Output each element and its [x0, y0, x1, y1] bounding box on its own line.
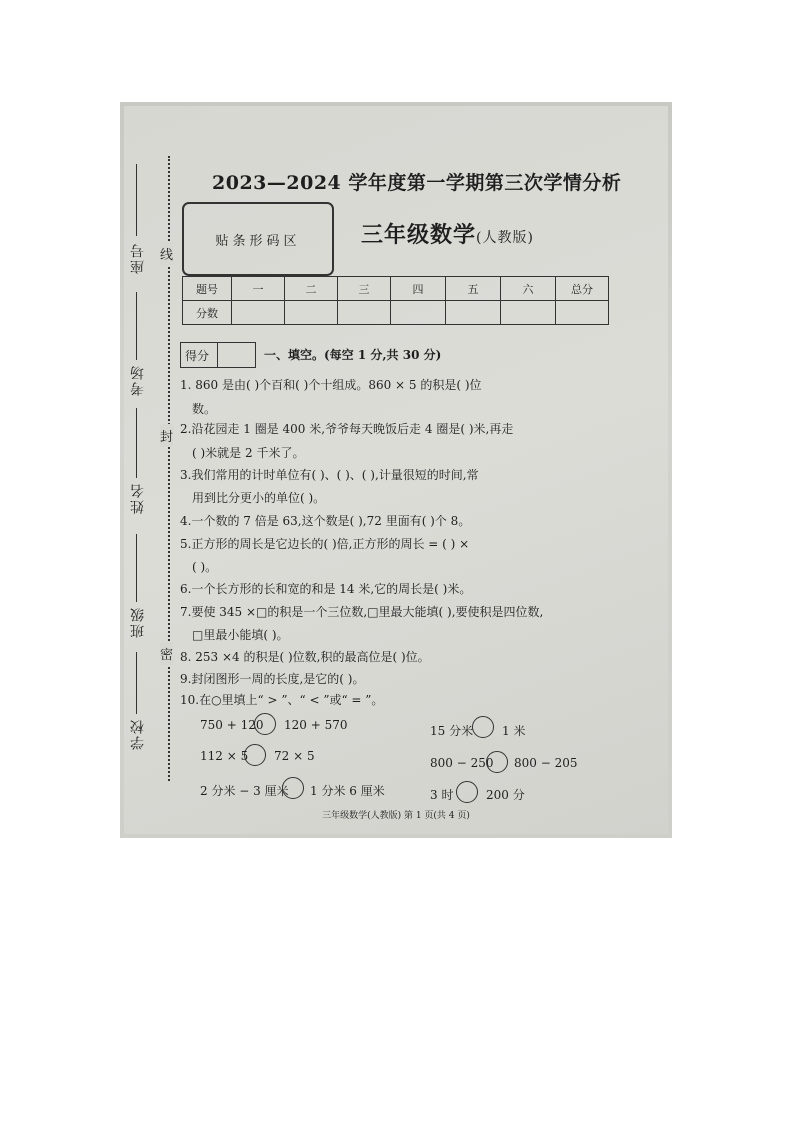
score-table-cell: 二	[285, 277, 338, 301]
question-line: ( )米就是 2 千米了。	[192, 446, 305, 460]
seal-char-line: 线	[160, 242, 173, 265]
barcode-area	[182, 202, 334, 276]
score-table-header-row	[183, 277, 609, 301]
comparison-left: 112 × 5	[200, 749, 249, 763]
exam-room-label: 考场	[130, 364, 146, 396]
question-line: 4.一个数的 7 倍是 63,这个数是( ),72 里面有( )个 8。	[180, 514, 471, 528]
question-line: □里最小能填( )。	[192, 628, 289, 642]
barcode-label: 贴条形码区	[215, 234, 301, 249]
comparison-circle[interactable]	[282, 777, 304, 799]
class-line	[136, 534, 137, 602]
comparison-left: 800 − 250	[430, 756, 494, 770]
exam-page	[124, 106, 668, 834]
comparison-left: 15 分米	[430, 724, 474, 738]
score-table-cell: 三	[338, 277, 391, 301]
score-cell-blank[interactable]	[285, 301, 338, 325]
score-cell-blank[interactable]	[391, 301, 446, 325]
score-cell-blank[interactable]	[446, 301, 501, 325]
seat-number-label: 座号	[130, 242, 146, 274]
comparison-right: 200 分	[486, 788, 525, 802]
school-line	[136, 652, 137, 714]
seal-char-secret: 密	[160, 642, 173, 665]
comparison-right: 120 + 570	[284, 718, 348, 732]
comparison-left: 2 分米 − 3 厘米	[200, 784, 289, 798]
seat-number-line	[136, 164, 137, 236]
score-cell-blank[interactable]	[501, 301, 556, 325]
edition-label: (人教版)	[476, 230, 534, 246]
question-line: 8. 253 ×4 的积是( )位数,积的最高位是( )位。	[180, 650, 430, 664]
comparison-right: 72 × 5	[274, 749, 315, 763]
school-label: 学校	[130, 718, 146, 750]
name-line	[136, 408, 137, 478]
question-line: 1. 860 是由( )个百和( )个十组成。860 × 5 的积是( )位	[180, 378, 482, 392]
comparison-right: 800 − 205	[514, 756, 578, 770]
score-table-cell: 六	[501, 277, 556, 301]
class-label: 班级	[130, 606, 146, 638]
score-table-cell: 分数	[183, 301, 232, 325]
section-score-label: 得分	[185, 349, 210, 363]
comparison-circle[interactable]	[254, 713, 276, 735]
comparison-right: 1 米	[502, 724, 526, 738]
score-table-cell: 一	[232, 277, 285, 301]
comparison-right: 1 分米 6 厘米	[310, 784, 385, 798]
subject-title	[361, 218, 534, 249]
section-score-box	[180, 342, 256, 368]
exam-title: 2023—2024 学年度第一学期第三次学情分析	[212, 172, 622, 194]
score-cell-blank[interactable]	[232, 301, 285, 325]
seal-char-seal: 封	[160, 424, 173, 447]
section-title: 一、填空。(每空 1 分,共 30 分)	[264, 348, 442, 362]
comparison-circle[interactable]	[244, 744, 266, 766]
question-line: 6.一个长方形的长和宽的和是 14 米,它的周长是( )米。	[180, 582, 472, 596]
question-line: 2.沿花园走 1 圈是 400 米,爷爷每天晚饭后走 4 圈是( )米,再走	[180, 422, 514, 436]
score-table-cell: 五	[446, 277, 501, 301]
comparison-left: 3 时	[430, 788, 454, 802]
score-box-divider	[217, 343, 218, 367]
comparison-circle[interactable]	[486, 751, 508, 773]
question-line: 数。	[192, 402, 217, 416]
subject-name: 三年级数学	[361, 222, 477, 248]
name-label: 姓名	[130, 482, 146, 514]
question-line: 10.在○里填上“ > ”、“ < ”或“ = ”。	[180, 693, 384, 707]
score-table-score-row	[183, 301, 609, 325]
question-line: 用到比分更小的单位( )。	[192, 491, 326, 505]
score-table-cell: 总分	[556, 277, 609, 301]
score-table-cell: 四	[391, 277, 446, 301]
scanned-photo	[120, 102, 672, 838]
exam-room-line	[136, 292, 137, 360]
question-line: 9.封闭图形一周的长度,是它的( )。	[180, 672, 365, 686]
score-table-cell: 题号	[183, 277, 232, 301]
question-line: ( )。	[192, 560, 218, 574]
score-cell-blank[interactable]	[556, 301, 609, 325]
page-footer: 三年级数学(人教版) 第 1 页(共 4 页)	[322, 811, 470, 821]
score-cell-blank[interactable]	[338, 301, 391, 325]
question-line: 7.要使 345 ×□的积是一个三位数,□里最大能填( ),要使积是四位数,	[180, 605, 544, 619]
comparison-circle[interactable]	[472, 716, 494, 738]
comparison-left: 750 + 120	[200, 718, 264, 732]
question-line: 3.我们常用的计时单位有( )、( )、( ),计量很短的时间,常	[180, 468, 479, 482]
score-table	[182, 276, 609, 325]
question-line: 5.正方形的周长是它边长的( )倍,正方形的周长 = ( ) ×	[180, 537, 470, 551]
comparison-circle[interactable]	[456, 781, 478, 803]
